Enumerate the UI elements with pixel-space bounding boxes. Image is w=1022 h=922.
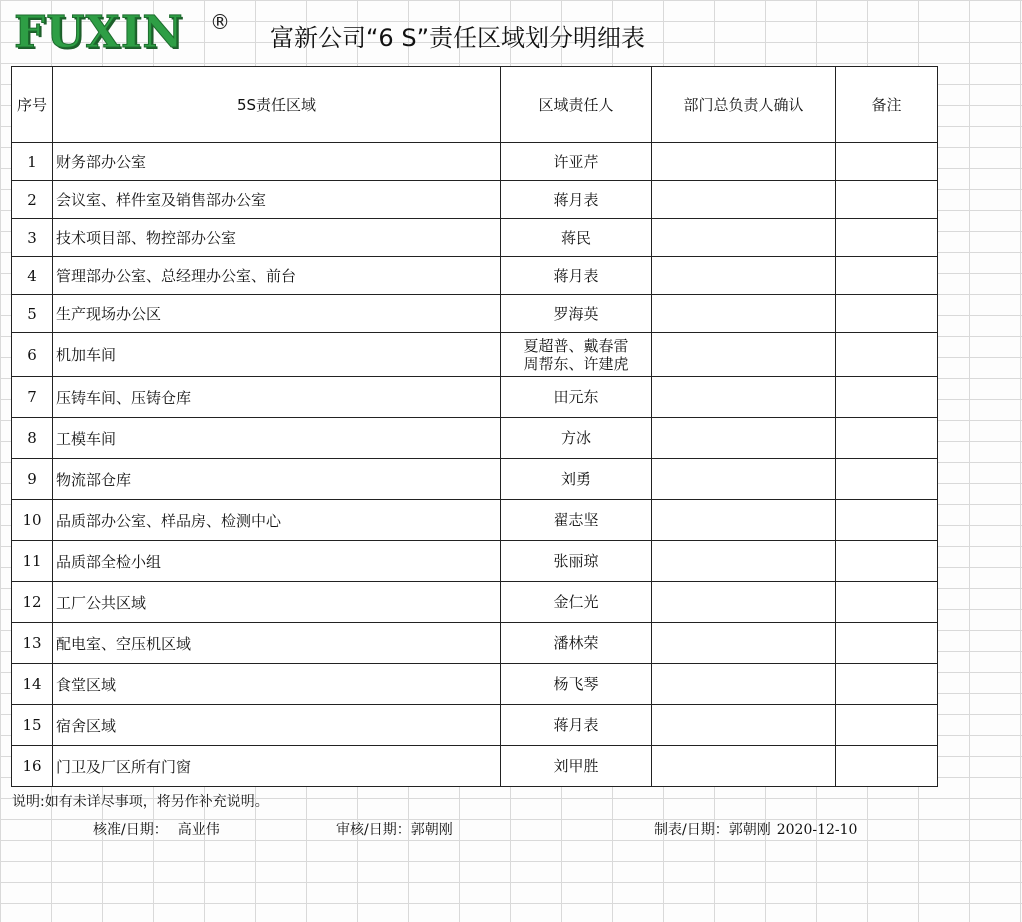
row-remark-cell[interactable] <box>836 664 938 705</box>
row-owner <box>501 295 652 333</box>
row-area: 会议室、样件室及销售部办公室 <box>53 181 501 219</box>
table-row <box>12 582 938 623</box>
row-owner <box>501 500 652 541</box>
row-confirm-cell[interactable] <box>652 143 836 181</box>
page-title: 富新公司“6 S”责任区域划分明细表 <box>270 24 645 52</box>
row-number: 6 <box>12 333 53 377</box>
row-owner <box>501 705 652 746</box>
footnote: 说明:如有未详尽事项，将另作补充说明。 <box>12 794 269 810</box>
row-remark-cell[interactable] <box>836 541 938 582</box>
row-remark-cell[interactable] <box>836 582 938 623</box>
header-owner: 区域责任人 <box>501 67 652 143</box>
review-name: 郭朝刚 <box>410 822 453 838</box>
row-area: 宿舍区域 <box>53 705 501 746</box>
row-area: 压铸车间、压铸仓库 <box>53 377 501 418</box>
row-remark-cell[interactable] <box>836 705 938 746</box>
header-confirm: 部门总负责人确认 <box>652 67 836 143</box>
owner-line: 许亚芹 <box>553 152 599 171</box>
table-row <box>12 623 938 664</box>
prepare-signature <box>654 819 857 839</box>
row-area: 物流部仓库 <box>53 459 501 500</box>
owner-line: 张丽琼 <box>553 552 599 570</box>
row-owner <box>501 418 652 459</box>
row-area: 食堂区域 <box>53 664 501 705</box>
row-confirm-cell[interactable] <box>652 623 836 664</box>
table-row <box>12 500 938 541</box>
row-remark-cell[interactable] <box>836 623 938 664</box>
owner-line: 方冰 <box>560 429 591 447</box>
row-confirm-cell[interactable] <box>652 541 836 582</box>
row-number: 4 <box>12 257 53 295</box>
owner-line: 刘勇 <box>560 470 591 488</box>
row-confirm-cell[interactable] <box>652 746 836 787</box>
row-number: 10 <box>12 500 53 541</box>
owner-line: 杨飞琴 <box>553 675 599 693</box>
row-number: 13 <box>12 623 53 664</box>
row-remark-cell[interactable] <box>836 219 938 257</box>
row-area: 门卫及厂区所有门窗 <box>53 746 501 787</box>
table-header-row <box>12 67 938 143</box>
owner-line: 蒋民 <box>560 228 591 247</box>
table-row <box>12 295 938 333</box>
owner-line: 田元东 <box>553 388 599 406</box>
table-body <box>12 143 938 787</box>
row-number: 9 <box>12 459 53 500</box>
owner-line: 周帮东、许建虎 <box>523 354 629 373</box>
row-owner <box>501 541 652 582</box>
row-owner <box>501 143 652 181</box>
row-remark-cell[interactable] <box>836 333 938 377</box>
table-row <box>12 257 938 295</box>
row-area: 生产现场办公区 <box>53 295 501 333</box>
row-number: 2 <box>12 181 53 219</box>
row-number: 14 <box>12 664 53 705</box>
row-area: 工厂公共区域 <box>53 582 501 623</box>
row-owner <box>501 582 652 623</box>
registered-mark: ® <box>210 10 230 34</box>
row-owner <box>501 333 652 377</box>
row-remark-cell[interactable] <box>836 143 938 181</box>
header-area: 5S责任区域 <box>53 67 501 143</box>
table-row <box>12 418 938 459</box>
row-number: 8 <box>12 418 53 459</box>
owner-line: 潘林荣 <box>553 634 599 652</box>
owner-line: 蒋月表 <box>553 266 599 285</box>
row-area: 财务部办公室 <box>53 143 501 181</box>
prepare-label: 制表/日期： <box>654 822 729 838</box>
row-confirm-cell[interactable] <box>652 418 836 459</box>
owner-line: 翟志坚 <box>553 511 599 529</box>
row-owner <box>501 219 652 257</box>
table-row <box>12 541 938 582</box>
logo-wordmark: FUXIN <box>14 7 184 58</box>
owner-line: 金仁光 <box>553 593 599 611</box>
row-number: 12 <box>12 582 53 623</box>
review-signature <box>336 819 453 839</box>
header-remark: 备注 <box>836 67 938 143</box>
table-row <box>12 705 938 746</box>
row-number: 1 <box>12 143 53 181</box>
table-row <box>12 377 938 418</box>
row-confirm-cell[interactable] <box>652 705 836 746</box>
table-row <box>12 333 938 377</box>
row-confirm-cell[interactable] <box>652 582 836 623</box>
row-area: 机加车间 <box>53 333 501 377</box>
row-remark-cell[interactable] <box>836 459 938 500</box>
row-number: 7 <box>12 377 53 418</box>
owner-line: 罗海英 <box>553 304 599 323</box>
row-owner <box>501 623 652 664</box>
row-area: 配电室、空压机区域 <box>53 623 501 664</box>
row-remark-cell[interactable] <box>836 418 938 459</box>
review-label: 审核/日期： <box>336 822 411 838</box>
row-number: 11 <box>12 541 53 582</box>
table-row <box>12 143 938 181</box>
approve-signature <box>93 819 220 839</box>
row-confirm-cell[interactable] <box>652 333 836 377</box>
table-row <box>12 219 938 257</box>
header-no: 序号 <box>12 67 53 143</box>
row-confirm-cell[interactable] <box>652 377 836 418</box>
row-confirm-cell[interactable] <box>652 295 836 333</box>
row-owner <box>501 377 652 418</box>
row-owner <box>501 746 652 787</box>
row-area: 品质部全检小组 <box>53 541 501 582</box>
prepare-name: 郭朝刚 <box>728 822 771 838</box>
prepare-date: 2020-12-10 <box>776 822 858 838</box>
row-remark-cell[interactable] <box>836 181 938 219</box>
row-confirm-cell[interactable] <box>652 664 836 705</box>
row-confirm-cell[interactable] <box>652 219 836 257</box>
row-number: 5 <box>12 295 53 333</box>
row-remark-cell[interactable] <box>836 257 938 295</box>
owner-line: 蒋月表 <box>553 716 599 734</box>
company-logo <box>14 7 210 60</box>
table-row <box>12 459 938 500</box>
row-owner <box>501 459 652 500</box>
row-number: 16 <box>12 746 53 787</box>
responsibility-table <box>11 66 938 787</box>
row-confirm-cell[interactable] <box>652 500 836 541</box>
row-remark-cell[interactable] <box>836 377 938 418</box>
row-owner <box>501 664 652 705</box>
table-row <box>12 664 938 705</box>
owner-line: 刘甲胜 <box>553 757 599 775</box>
owner-line: 夏超普、戴春雷 <box>523 336 629 355</box>
row-area: 工模车间 <box>53 418 501 459</box>
row-confirm-cell[interactable] <box>652 181 836 219</box>
row-confirm-cell[interactable] <box>652 257 836 295</box>
row-area: 管理部办公室、总经理办公室、前台 <box>53 257 501 295</box>
row-owner <box>501 257 652 295</box>
row-owner <box>501 181 652 219</box>
row-remark-cell[interactable] <box>836 295 938 333</box>
row-area: 技术项目部、物控部办公室 <box>53 219 501 257</box>
table-row <box>12 746 938 787</box>
row-remark-cell[interactable] <box>836 500 938 541</box>
row-number: 15 <box>12 705 53 746</box>
row-area: 品质部办公室、样品房、检测中心 <box>53 500 501 541</box>
row-confirm-cell[interactable] <box>652 459 836 500</box>
row-remark-cell[interactable] <box>836 746 938 787</box>
table-row <box>12 181 938 219</box>
owner-line: 蒋月表 <box>553 190 599 209</box>
row-number: 3 <box>12 219 53 257</box>
approve-label: 核准/日期： <box>93 822 168 838</box>
approve-name: 高业伟 <box>177 822 220 838</box>
